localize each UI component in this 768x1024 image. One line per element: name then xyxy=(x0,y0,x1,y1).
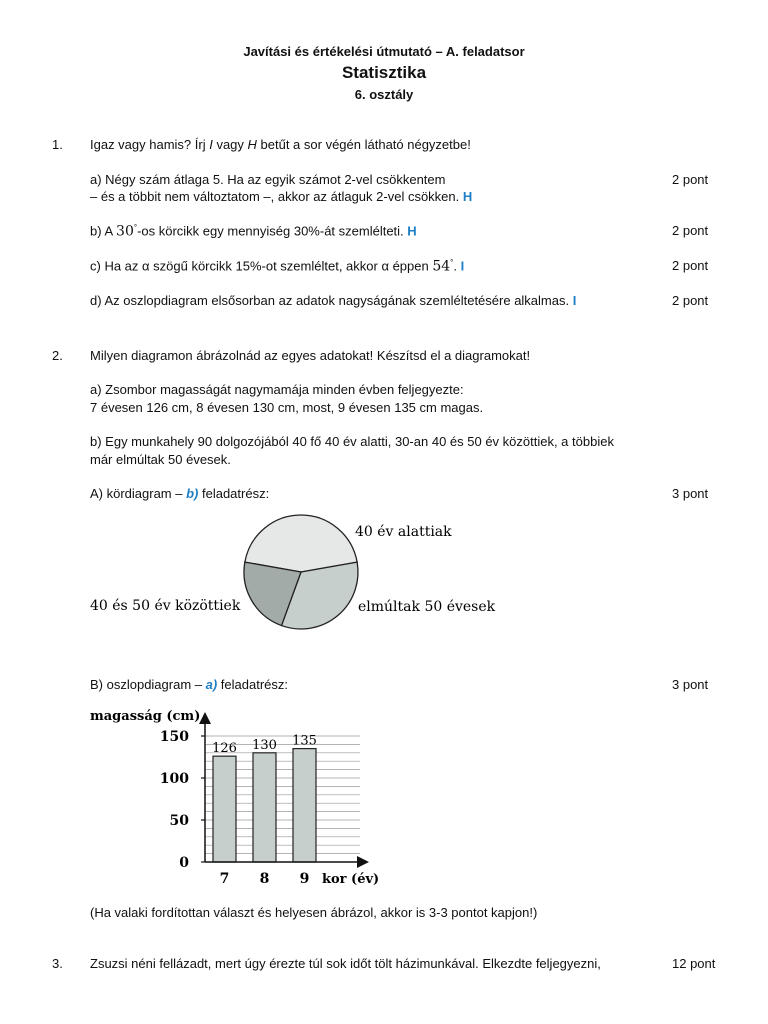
q1-a-answer: H xyxy=(462,189,473,204)
bar-value-label: 126 xyxy=(212,741,237,757)
q1-prompt: Igaz vagy hamis? Írj I vagy H betűt a sor végén látható négyzetbe! xyxy=(90,137,471,152)
pie-chart xyxy=(80,508,520,658)
q1-number: 1. xyxy=(52,137,63,152)
q2-b-line2: már elmúltak 50 évesek. xyxy=(90,452,231,467)
q1-b-points: 2 pont xyxy=(672,223,709,238)
grade-label: 6. osztály xyxy=(354,87,414,102)
q1-d: d) Az oszlopdiagram elsősorban az adatok nagyságának szemléltetésére alkalmas. I xyxy=(90,293,577,308)
y-tick-label: 100 xyxy=(159,771,189,787)
q2-a-line2: 7 évesen 126 cm, 8 évesen 130 cm, most, 9 évesen 135 cm magas. xyxy=(90,400,484,415)
q2-prompt: Milyen diagramon ábrázolnád az egyes adatokat! Készítsd el a diagramokat! xyxy=(90,348,531,363)
x-tick-label: 8 xyxy=(259,871,270,887)
y-axis-label: magasság (cm) xyxy=(90,709,201,724)
q3-points: 12 pont xyxy=(672,956,716,971)
q2-b-line1: b) Egy munkahely 90 dolgozójából 40 fő 40 év alatti, 30-an 40 és 50 év közöttiek, a többiek xyxy=(90,434,614,449)
bar-value-label: 130 xyxy=(252,737,277,753)
q2-note: (Ha valaki fordítottan választ és helyesen ábrázol, akkor is 3-3 pontot kapjon!) xyxy=(90,905,538,920)
q2-pie-heading: A) kördiagram – b) feladatrész: xyxy=(90,486,270,501)
pie-label-over-50: elmúltak 50 évesek xyxy=(358,599,496,615)
bar-9 xyxy=(293,749,316,862)
pie-slice-under-40 xyxy=(245,515,357,572)
q2-bar-points: 3 pont xyxy=(672,677,709,692)
q2-a-line1: a) Zsombor magasságát nagymamája minden évben feljegyezte: xyxy=(90,382,464,397)
y-tick-label: 0 xyxy=(179,855,189,871)
bar-value-label: 135 xyxy=(292,733,317,749)
pie-label-40-50: 40 és 50 év közöttiek xyxy=(90,598,241,614)
q3-number: 3. xyxy=(52,956,63,971)
x-tick-label: 9 xyxy=(299,871,310,887)
q1-c-answer: I xyxy=(460,258,465,274)
q1-c: c) Ha az α szögű körcikk 15%-ot szemléltet, akkor α éppen 54°. I xyxy=(90,258,465,275)
pie-label-under-40: 40 év alattiak xyxy=(355,524,452,540)
bar-8 xyxy=(253,753,276,862)
q1-a-line1: a) Négy szám átlaga 5. Ha az egyik számot 2-vel csökkentem xyxy=(90,172,446,187)
q3-text: Zsuzsi néni fellázadt, mert úgy érezte túl sok időt tölt házimunkával. Elkezdte feljegyezni, xyxy=(90,956,601,971)
bar-7 xyxy=(213,756,236,862)
q1-a-line2: – és a többit nem változtatom –, akkor az átlaguk 2-vel csökken. H xyxy=(90,189,473,204)
q2-number: 2. xyxy=(52,348,63,363)
q2-bar-heading: B) oszlopdiagram – a) feladatrész: xyxy=(90,677,289,692)
y-tick-label: 150 xyxy=(159,729,189,745)
q1-d-answer: I xyxy=(572,293,577,308)
q1-b-answer: H xyxy=(407,223,417,239)
y-tick-label: 50 xyxy=(169,813,189,829)
page-title: Statisztika xyxy=(341,63,427,82)
q1-a-points: 2 pont xyxy=(672,172,709,187)
q1-c-points: 2 pont xyxy=(672,258,709,273)
bar-chart xyxy=(80,700,410,895)
q1-b: b) A 30°-os körcikk egy mennyiség 30%-át szemlélteti. H xyxy=(90,223,417,240)
x-axis-label: kor (év) xyxy=(322,872,380,887)
x-tick-label: 7 xyxy=(219,871,230,887)
q1-d-points: 2 pont xyxy=(672,293,709,308)
q2-pie-points: 3 pont xyxy=(672,486,709,501)
header-subtitle: Javítási és értékelési útmutató – A. feladatsor xyxy=(243,44,525,59)
